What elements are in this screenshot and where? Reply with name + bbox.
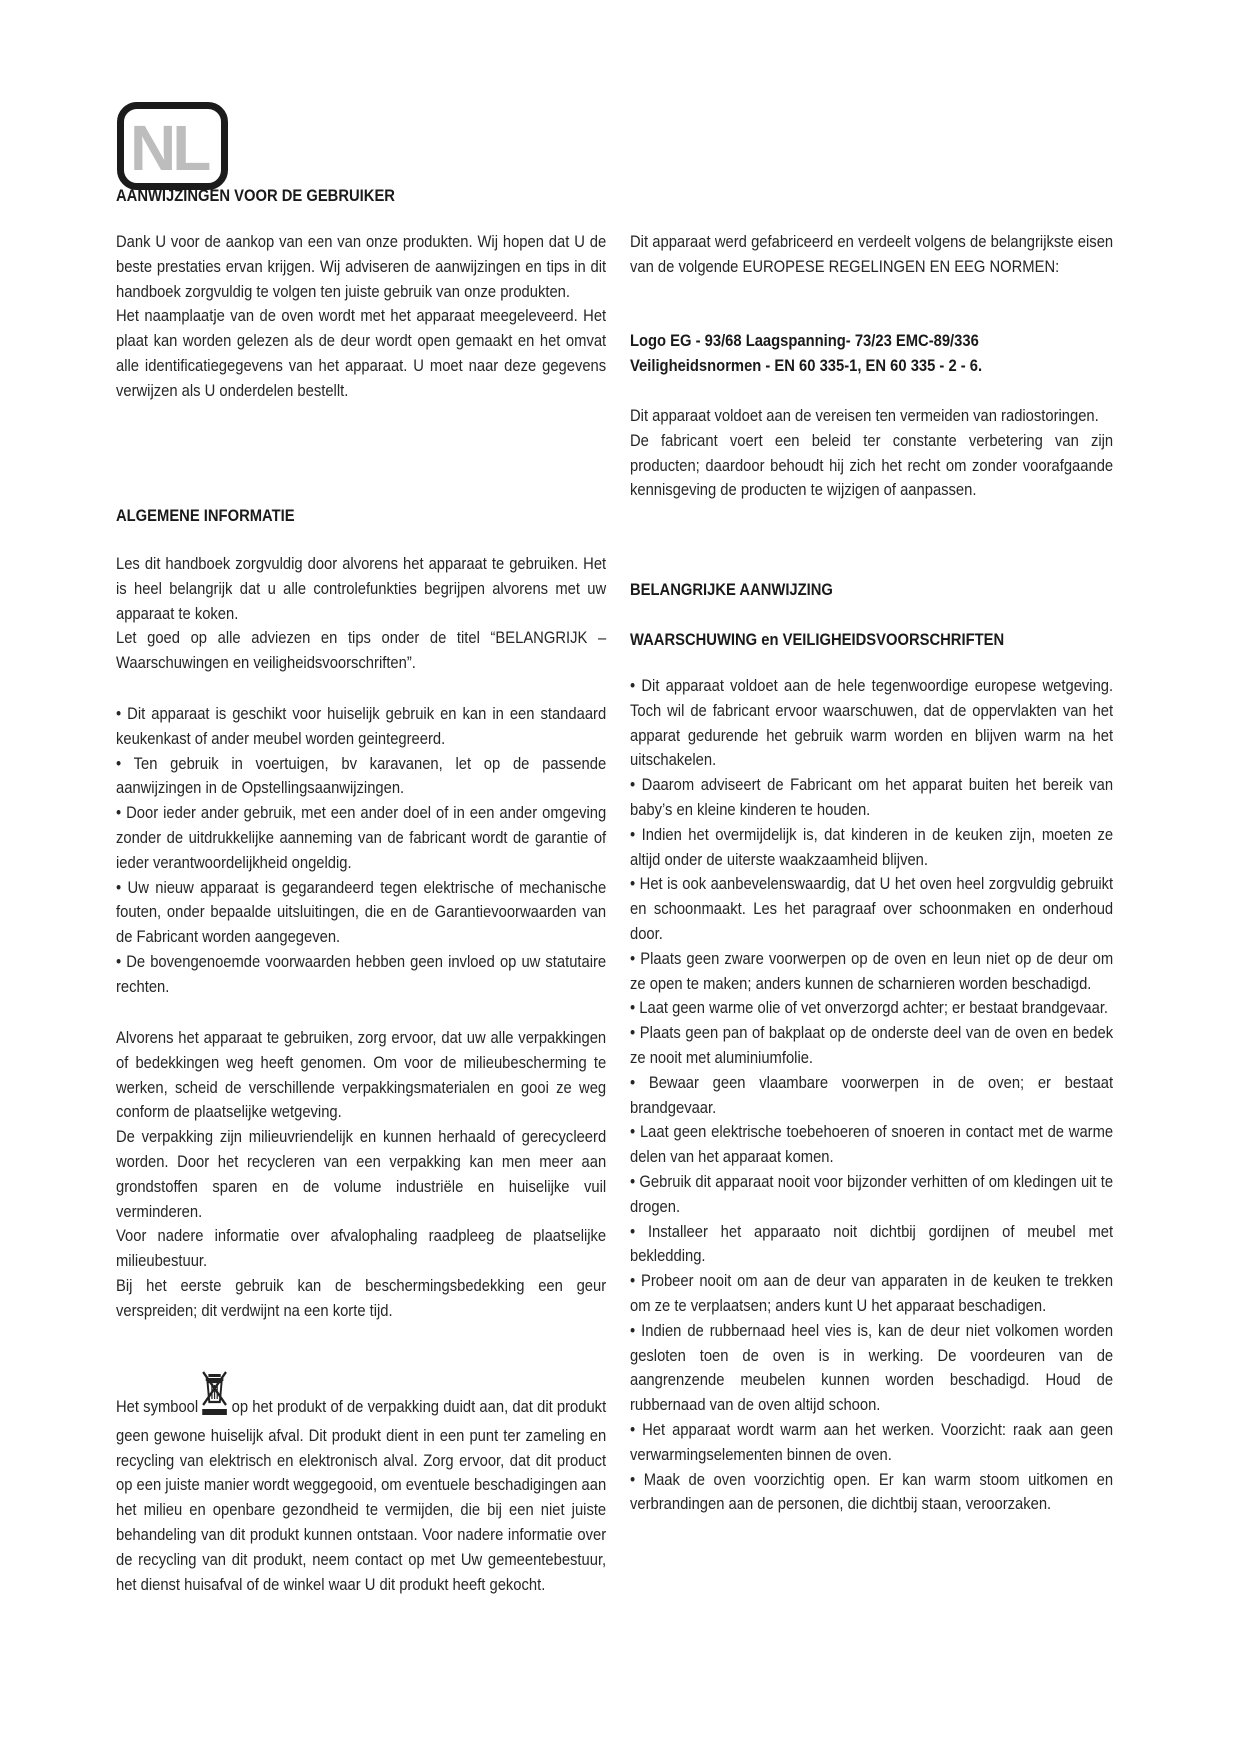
left-bullet-list xyxy=(116,702,606,1000)
list-item: • Installeer het apparaato noit dichtbij gordijnen of meubel met bekledding. xyxy=(630,1221,1114,1266)
language-badge xyxy=(117,102,228,190)
list-item: • De bovengenoemde voorwaarden hebben geen invloed op uw statutaire rechten. xyxy=(116,951,607,996)
language-badge-label: NL xyxy=(130,112,208,184)
list-item: • Het is ook aanbevelenswaardig, dat U het oven heel zorgvuldig gebruikt en schoonmaakt. Les het paragraaf over schoonmaken en onderhoud door. xyxy=(630,874,1114,943)
general-paragraph-2: Let goed op alle adviezen en tips onder de titel “BELANGRIJK – Waarschuwingen en veiligheidsvoorschriften”. xyxy=(116,628,607,673)
list-item: • Uw nieuw apparaat is gegarandeerd tegen elektrische of mechanische fouten, onder bepaalde uitsluitingen, die en de Garantievoorwaarden van de Fabricant worden aangegeven. xyxy=(116,877,607,947)
heading-general-information: ALGEMENE INFORMATIE xyxy=(116,506,295,525)
list-item: • Indien de rubbernaad heel vies is, kan de deur niet volkomen worden gesloten toen de oven is in werking. De voordeuren van de aangrenzende meubelen kunnen worden beschadigd. Houd de rubbernaad van de oven altijd schoon. xyxy=(630,1320,1114,1415)
heading-warnings-safety: WAARSCHUWING en VEILIGHEIDSVOORSCHRIFTEN xyxy=(630,630,1005,649)
list-item: • Daarom adviseert de Fabricant om het apparat buiten het bereik van baby’s en kleine kinderen te houden. xyxy=(630,775,1114,819)
weee-paragraph xyxy=(116,1370,606,1597)
list-item: • Door ieder ander gebruik, met een ander doel of in een ander omgeving zonder de uitdrukkelijke aanneming van de fabricant wordt de garantie of ieder verantwoordelijkheid ongeldig. xyxy=(116,803,607,872)
manufacturer-policy-paragraph: De fabricant voert een beleid ter constante verbetering van zijn producten; daardoor behoudt hij zich het recht om zonder voorafgaande kennisgeving de producten te wijzigen of aanpassen. xyxy=(630,430,1114,500)
heading-important: BELANGRIJKE AANWIJZING xyxy=(630,580,833,599)
list-item: • Gebruik dit apparaat nooit voor bijzonder verhitten of om kledingen uit te drogen. xyxy=(630,1171,1114,1216)
right-bullet-list xyxy=(630,674,1113,1517)
list-item: • Probeer nooit om aan de deur van apparaten in de keuken te trekken om ze te verplaatsen; anders kunt U het apparaat beschadigen. xyxy=(630,1271,1114,1315)
list-item: • Maak de oven voorzichtig open. Er kan warm stoom uitkomen en verbrandingen aan de personen, die dichtbij staan, veroorzaken. xyxy=(630,1469,1114,1514)
packaging-paragraph-2: De verpakking zijn milieuvriendelijk en kunnen herhaald of gerecycleerd worden. Door het recycleren van een verpakking kan men meer aan grondstoffen sparen en de volume industriële en huiselijke vuil verminderen. xyxy=(116,1127,607,1221)
packaging-paragraph-1: Alvorens het apparaat te gebruiken, zorg ervoor, dat uw alle verpakkingen of bedekkingen weg heeft genomen. Om voor de milieubescherming te werken, scheid de verschillende verpakkingsmaterialen en gooi ze weg conform de plaatselijke wetgeving. xyxy=(116,1028,607,1122)
norms-line-2: Veiligheidsnormen - EN 60 335-1, EN 60 335 - 2 - 6. xyxy=(630,355,983,375)
list-item: • Bewaar geen vlaambare voorwerpen in de oven; er bestaat brandgevaar. xyxy=(630,1072,1114,1117)
intro-paragraph-1: Dank U voor de aankop van een van onze produkten. Wij hopen dat U de beste prestaties ervan krijgen. Wij adviseren de aanwijzingen en tips in dit handboek zorgvuldig te volgen ten juiste gebruik van onze produkten. xyxy=(116,232,607,301)
weee-text-before: Het symbool xyxy=(116,1397,199,1416)
list-item: • Dit apparaat is geschikt voor huiselijk gebruik en kan in een standaard keukenkast of ander meubel worden geintegreerd. xyxy=(116,704,607,748)
weee-text-after: op het produkt of de verpakking duidt aan, dat dit produkt geen gewone huiselijk afval. Dit produkt dient in een punt ter zameling en recycling van elektrisch en elektronisch alval. Zorg ervoor, dat dit product op een juiste manier wordt weggegooid, om eventuele beschadigingen aan het milieu en openbare gezondheid te vermijden, die bij een niet juiste behandeling van dit produkt kunnen ontstaan. Voor nadere informatie over de recycling van dit produkt, neem contact op met Uw gemeentebestuur, het dienst huisafval of de winkel waar U dit produkt heeft gekocht. xyxy=(116,1397,607,1594)
packaging-paragraph-3: Voor nadere informatie over afvalophaling raadpleeg de plaatselijke milieubestuur. xyxy=(116,1226,607,1271)
general-paragraph-1: Les dit handboek zorgvuldig door alvorens het apparaat te gebruiken. Het is heel belangrijk dat u alle controlefunkties begrijpen alvorens met uw apparaat te koken. xyxy=(116,554,607,623)
list-item: • Plaats geen pan of bakplaat op de onderste deel van de oven en bedek ze nooit met aluminiumfolie. xyxy=(630,1023,1114,1067)
list-item: • Ten gebruik in voertuigen, bv karavanen, let op de passende aanwijzingen in de Opstellingsaanwijzingen. xyxy=(116,753,607,798)
list-item: • Laat geen elektrische toebehoeren of snoeren in contact met de warme delen van het apparaat komen. xyxy=(630,1122,1114,1167)
heading-user-instructions: AANWIJZINGEN VOOR DE GEBRUIKER xyxy=(116,186,395,205)
list-item: • Het apparaat wordt warm aan het werken. Voorzicht: raak aan geen verwarmingselementen binnen de oven. xyxy=(630,1419,1114,1464)
intro-paragraph-2: Het naamplaatje van de oven wordt met het apparaat meegeleveerd. Het plaat kan worden gelezen als de deur wordt open gemaakt en het omvat alle identificatiegegevens van het apparaat. U moet naar deze gegevens verwijzen als U onderdelen bestellt. xyxy=(116,306,607,400)
list-item: • Dit apparaat voldoet aan de hele tegenwoordige europese wetgeving. Toch wil de fabricant ervoor waarschuwen, dat de oppervlakten van het apparat gedurende het gebruik warm worden en blijven warm na het uitschakelen. xyxy=(630,676,1114,770)
packaging-paragraph-4: Bij het eerste gebruik kan de beschermingsbedekking een geur verspreiden; dit verdwijnt na een korte tijd. xyxy=(116,1275,607,1320)
list-item: • Plaats geen zware voorwerpen op de oven en leun niet op de deur om ze open te maken; anders kunnen de scharnieren worden beschadigd. xyxy=(630,948,1114,993)
norms-line-1: Logo EG - 93/68 Laagspanning- 73/23 EMC-89/336 xyxy=(630,331,979,350)
norms-intro: Dit apparaat werd gefabriceerd en verdeelt volgens de belangrijkste eisen van de volgende EUROPESE REGELINGEN EN EEG NORMEN: xyxy=(630,232,1114,276)
radio-interference-paragraph: Dit apparaat voldoet aan de vereisen ten vermeiden van radiostoringen. xyxy=(630,406,1099,425)
list-item: • Indien het overmijdelijk is, dat kinderen in de keuken zijn, moeten ze altijd onder de uiterste waakzaamheid blijven. xyxy=(630,824,1114,869)
crossed-bin-icon xyxy=(202,1370,228,1424)
list-item: • Laat geen warme olie of vet onverzorgd achter; er bestaat brandgevaar. xyxy=(630,998,1109,1018)
